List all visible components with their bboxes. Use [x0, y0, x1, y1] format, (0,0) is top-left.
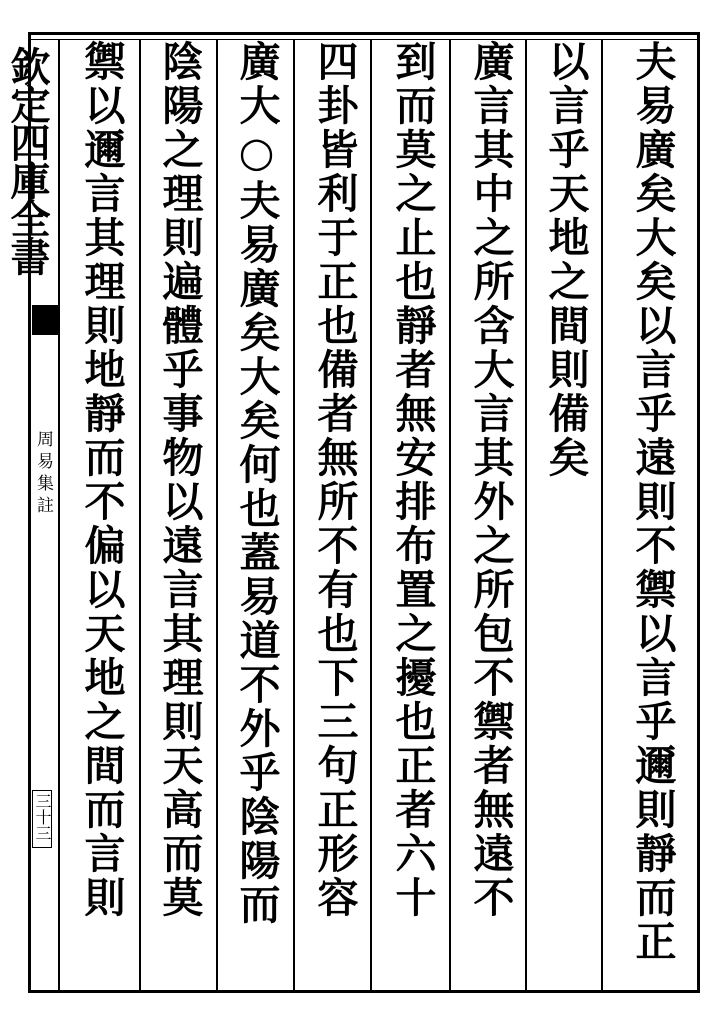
- column-text: 廣大○夫易廣矣大矣何也蓋易道不外乎陰陽而: [232, 40, 281, 927]
- text-column-1: [614, 40, 690, 980]
- page-number-text: 三十三: [33, 793, 52, 841]
- right-border: [697, 32, 700, 993]
- column-text: 以言乎天地之間則備矣: [541, 40, 590, 480]
- text-column-7: [143, 40, 215, 980]
- book-title: [4, 46, 50, 274]
- column-text: 禦以邇言其理則地靜而不偏以天地之間而言則: [77, 40, 126, 920]
- column-divider: [293, 40, 295, 990]
- text-column-4: [376, 40, 448, 980]
- chapter-title: [34, 430, 51, 522]
- column-divider: [601, 40, 603, 990]
- column-divider: [216, 40, 218, 990]
- margin-divider: [58, 40, 60, 990]
- column-text: 夫易廣矣大矣以言乎遠則不禦以言乎邇則靜而正: [628, 40, 677, 964]
- column-divider: [139, 40, 141, 990]
- column-text: 廣言其中之所含大言其外之所包不禦者無遠不: [466, 40, 515, 920]
- fishtail-mark: [32, 305, 58, 335]
- bottom-border: [28, 990, 698, 993]
- text-column-6: [220, 40, 292, 980]
- text-column-2: [530, 40, 600, 980]
- column-divider: [370, 40, 372, 990]
- page-number: [32, 790, 52, 848]
- column-text: 陰陽之理則遍體乎事物以遠言其理則天高而莫: [155, 40, 204, 920]
- column-divider: [525, 40, 527, 990]
- top-border: [28, 32, 698, 35]
- column-text: 到而莫之止也靜者無安排布置之擾也正者六十: [388, 40, 437, 920]
- column-divider: [449, 40, 451, 990]
- book-title-text: 欽定四庫全書: [4, 46, 51, 274]
- text-column-3: [455, 40, 525, 980]
- text-column-5: [298, 40, 370, 980]
- chapter-title-text: 周易集註: [33, 430, 53, 518]
- text-column-8: [64, 40, 138, 980]
- column-text: 四卦皆利于正也備者無所不有也下三句正形容: [310, 40, 359, 920]
